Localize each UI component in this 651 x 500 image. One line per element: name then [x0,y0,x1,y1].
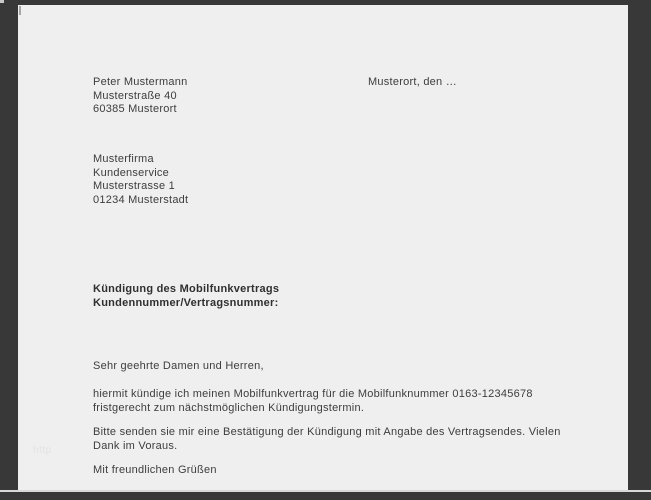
frame-corner-notch [0,0,4,3]
subject-block [93,283,279,310]
letter-page [18,5,628,490]
recipient-street: Musterstrasse 1 [93,180,175,193]
body-paragraph-2-line-1: Bitte senden sie mir eine Bestätigung der Kündigung mit Angabe des Vertragsendes. Vielen [93,426,561,438]
closing: Mit freundlichen Grüßen [93,464,217,476]
body-paragraph-2 [93,426,561,453]
subject-line: Kündigung des Mobilfunkvertrags [93,283,280,295]
subject-reference-line: Kundennummer/Vertragsnummer: [93,296,279,309]
watermark: http [33,445,52,456]
recipient-address [93,153,188,207]
sender-name: Peter Mustermann [93,76,188,88]
salutation: Sehr geehrte Damen und Herren, [93,360,264,372]
recipient-department: Kundenservice [93,166,170,179]
sender-street: Musterstraße 40 [93,89,177,102]
body-paragraph-2-line-2: Dank im Voraus. [93,439,178,452]
date-line: Musterort, den … [368,76,457,88]
scan-artifact [19,6,21,15]
frame-bottom-line [0,490,651,492]
sender-city: 60385 Musterort [93,103,177,116]
body-paragraph-1-line-2: fristgerecht zum nächstmöglichen Kündigungstermin. [93,401,365,414]
body-paragraph-1 [93,388,533,415]
body-paragraph-1-line-1: hiermit kündige ich meinen Mobilfunkvertrag für die Mobilfunknummer 0163-12345678 [93,388,533,400]
sender-address [93,76,187,117]
recipient-city: 01234 Musterstadt [93,193,189,206]
recipient-company: Musterfirma [93,153,154,165]
